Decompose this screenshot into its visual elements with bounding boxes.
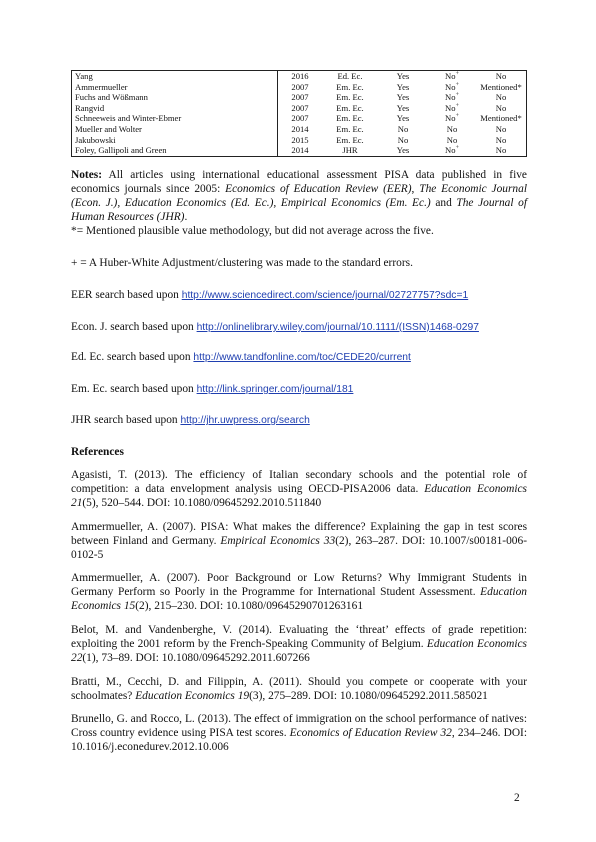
cell-year-text: 2007 [291,113,309,124]
search-emec [71,382,531,397]
cell-author [72,103,278,114]
search-edec-link[interactable]: http://www.tandfonline.com/toc/CEDE20/current [193,352,411,363]
cell-plausible-values [476,103,527,114]
references-heading: References [71,446,124,458]
reference-item [71,675,527,703]
cell-huber-white [428,82,476,93]
cell-plausible-values-text: Mentioned* [480,81,522,92]
ref-text: Agasisti, T. (2013). The efficiency of Italian secondary schools and the potential role of competition: a data envelopment analysis using OECD-PISA2006 data. [71,469,527,496]
cell-huber-white-text: No [445,92,456,103]
cell-journal [322,103,378,114]
cell-huber-white-text: No [445,81,456,92]
cell-plausible-values [476,124,527,135]
table-notes [71,168,527,238]
notes-jhr: The Journal of Human Resources (JHR) [71,197,527,223]
huber-white-marker: + [455,102,459,109]
ref-journal: Economics of Education Review 32 [289,727,452,740]
cell-author [72,113,278,124]
cell-huber-white-text: No [445,145,456,156]
table-row [72,92,527,103]
huber-white-marker: + [455,145,459,152]
cell-plausible-values-text: No [495,102,507,113]
cell-col4 [378,135,428,146]
cell-plausible-values-text: No [495,92,507,103]
cell-huber-white [428,103,476,114]
cell-journal-text: Em. Ec. [336,123,364,134]
cell-huber-white [428,92,476,103]
cell-author [72,124,278,135]
search-jhr-prefix: JHR search based upon [71,414,181,426]
ref-text: Bratti, M., Cecchi, D. and Filippin, A. (2011). Should you compete or cooperate with your schoolmates? [71,676,527,703]
notes-end: . [184,211,188,223]
ref-journal: Education Economics 21 [71,483,527,510]
cell-year-text: 2007 [291,102,309,113]
notes-and: and [430,197,457,209]
search-jhr-link[interactable]: http://jhr.uwpress.org/search [180,415,310,426]
cell-author [72,82,278,93]
cell-col4-text: Yes [396,81,410,92]
cell-huber-white-text: No [445,71,456,81]
cell-journal [322,135,378,146]
ref-details: , 234–246. DOI: 10.1016/j.econedurev.2012.10.006 [71,727,528,754]
cell-year [278,103,323,114]
cell-author-text: Yang [75,71,93,81]
cell-author-text: Ammermueller [75,81,128,92]
ref-journal: Education Economics 15 [71,586,527,613]
cell-plausible-values-text: No [495,123,507,134]
ref-text: Ammermueller, A. (2007). Poor Background or Low Returns? Why Immigrant Students in Germany Perform so Poorly in the Programme for International Student Assessment. [71,572,527,599]
search-econj-prefix: Econ. J. search based upon [71,321,197,333]
cell-plausible-values [476,113,527,124]
cell-huber-white [428,113,476,124]
notes-eer: Economics of Education Review (EER) [225,183,412,195]
table-row [72,103,527,114]
cell-col4 [378,103,428,114]
notes-journals: The Economic Journal (Econ. J.), Education Economics (Ed. Ec.), Empirical Economics (Em. Ec.) [71,183,527,209]
ref-details: (2), 215–230. DOI: 10.1080/09645290701263161 [135,600,364,613]
huber-footnote: + = A Huber-White Adjustment/clustering was made to the standard errors. [71,257,413,269]
cell-col4-text: Yes [396,102,410,113]
cell-journal [322,124,378,135]
cell-author-text: Fuchs and Wößmann [75,92,148,103]
table-row [72,71,527,82]
table-row [72,135,527,146]
search-edec-prefix: Ed. Ec. search based upon [71,351,194,363]
cell-plausible-values-text: Mentioned* [480,113,522,124]
cell-journal-text: Em. Ec. [336,134,364,145]
cell-plausible-values [476,92,527,103]
cell-year [278,82,323,93]
cell-year-text: 2016 [291,71,309,81]
cell-journal [322,92,378,103]
ref-text: Belot, M. and Vandenberghe, V. (2014). Evaluating the ‘threat’ effects of grade repetition: exploiting the 2001 reform by the French-Speaking Community of Belgium. [71,624,527,651]
search-econj [71,320,531,335]
cell-plausible-values-text: No [495,145,507,156]
reference-item [71,520,527,563]
cell-huber-white-text: No [446,134,458,145]
cell-huber-white-text: No [445,113,456,124]
cell-journal [322,82,378,93]
pisa-articles-table [71,70,527,157]
search-econj-link[interactable]: http://onlinelibrary.wiley.com/journal/10.1111/(ISSN)1468-0297 [196,322,479,333]
cell-journal-text: Em. Ec. [336,113,364,124]
cell-author-text: Rangvid [75,102,105,113]
huber-white-marker: + [455,81,459,88]
reference-item [71,623,527,666]
cell-plausible-values [476,71,527,82]
cell-huber-white [428,135,476,146]
cell-journal-text: JHR [342,145,358,156]
cell-author [72,135,278,146]
huber-white-marker: + [455,113,459,120]
ref-details: (2), 263–287. DOI: 10.1007/s00181-006-0102-5 [71,535,527,562]
cell-plausible-values [476,82,527,93]
cell-plausible-values [476,135,527,146]
cell-col4-text: No [397,134,409,145]
cell-col4-text: Yes [396,113,410,124]
cell-col4 [378,92,428,103]
ref-journal: Empirical Economics 33 [220,535,336,548]
search-eer-link[interactable]: http://www.sciencedirect.com/science/journal/02727757?sdc=1 [181,290,469,301]
cell-year [278,92,323,103]
search-jhr [71,413,531,428]
cell-journal [322,113,378,124]
cell-journal [322,145,378,156]
cell-huber-white [428,71,476,82]
cell-author-text: Foley, Gallipoli and Green [75,145,167,156]
page-number: 2 [514,792,520,804]
cell-col4 [378,124,428,135]
cell-huber-white [428,124,476,135]
cell-col4-text: Yes [396,145,410,156]
cell-huber-white [428,145,476,156]
cell-col4-text: Yes [396,71,410,81]
cell-year-text: 2007 [291,92,309,103]
search-eer [71,288,531,303]
cell-col4 [378,145,428,156]
cell-author [72,92,278,103]
reference-item [71,712,527,755]
ref-details: (1), 73–89. DOI: 10.1080/09645292.2011.607266 [82,652,310,665]
cell-col4-text: No [397,123,409,134]
cell-journal-text: Ed. Ec. [337,71,363,81]
cell-journal-text: Em. Ec. [336,81,364,92]
cell-journal [322,71,378,82]
cell-year [278,71,323,82]
ref-details: (3), 275–289. DOI: 10.1080/09645292.2011.585021 [249,690,488,703]
cell-col4 [378,71,428,82]
cell-journal-text: Em. Ec. [336,102,364,113]
huber-white-marker: + [455,71,459,78]
cell-author-text: Mueller and Wolter [75,123,142,134]
huber-white-marker: + [455,92,459,99]
table-row [72,145,527,156]
reference-item [71,468,527,511]
cell-year-text: 2014 [291,123,309,134]
cell-col4 [378,113,428,124]
notes-text: All articles using international educational assessment PISA data published in five economics journals since 2005: [71,169,527,195]
cell-year-text: 2007 [291,81,309,92]
ref-journal: Education Economics 22 [71,638,527,665]
reference-item [71,571,527,614]
cell-author-text: Jakubowski [75,134,116,145]
cell-plausible-values [476,145,527,156]
search-eer-prefix: EER search based upon [71,289,182,301]
cell-col4 [378,82,428,93]
ref-details: (5), 520–544. DOI: 10.1080/09645292.2010.511840 [82,497,322,510]
cell-author [72,71,278,82]
cell-huber-white-text: No [446,123,458,134]
search-edec [71,350,531,365]
cell-year [278,124,323,135]
cell-year-text: 2014 [291,145,309,156]
table-row [72,82,527,93]
cell-author [72,145,278,156]
cell-huber-white-text: No [445,102,456,113]
table-row [72,124,527,135]
notes-label: Notes: [71,169,102,181]
cell-journal-text: Em. Ec. [336,92,364,103]
cell-year [278,145,323,156]
notes-separator: , [411,183,420,195]
cell-plausible-values-text: No [495,71,507,81]
mentioned-footnote: *= Mentioned plausible value methodology, but did not average across the five. [71,225,434,237]
cell-year [278,113,323,124]
ref-text: Brunello, G. and Rocco, L. (2013). The effect of immigration on the school performance of natives: Cross country evidence using PISA test scores. [71,713,527,740]
cell-col4-text: Yes [396,92,410,103]
cell-plausible-values-text: No [495,134,507,145]
cell-year [278,135,323,146]
table-row [72,113,527,124]
ref-journal: Education Economics 19 [135,690,250,703]
cell-author-text: Schneeweis and Winter-Ebmer [75,113,182,124]
search-emec-prefix: Em. Ec. search based upon [71,383,197,395]
search-emec-link[interactable]: http://link.springer.com/journal/181 [196,384,354,395]
cell-year-text: 2015 [291,134,309,145]
ref-text: Ammermueller, A. (2007). PISA: What makes the difference? Explaining the gap in test scores between Finland and Germany. [71,521,527,548]
